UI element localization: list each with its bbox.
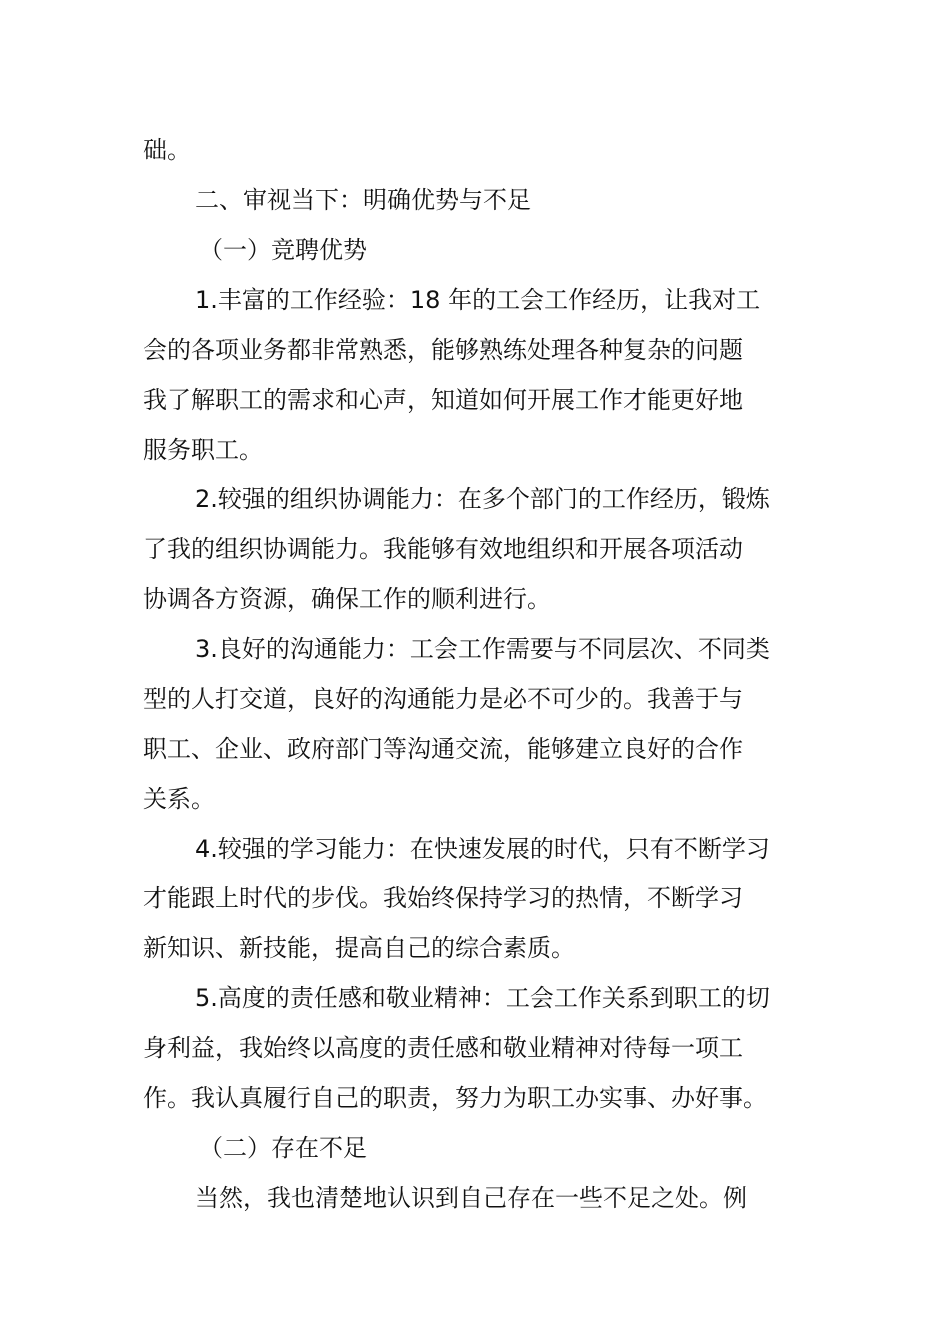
text-line: 身利益，我始终以高度的责任感和敬业精神对待每一项工 — [143, 1034, 743, 1062]
text-line: 型的人打交道，良好的沟通能力是必不可少的。我善于与 — [143, 685, 743, 713]
section-heading: 二、审视当下：明确优势与不足 — [195, 186, 531, 214]
text-line: 4.较强的学习能力：在快速发展的时代，只有不断学习 — [195, 835, 770, 863]
text-line: 了我的组织协调能力。我能够有效地组织和开展各项活动 — [143, 535, 743, 563]
text-line: 服务职工。 — [143, 436, 263, 464]
text-line: 才能跟上时代的步伐。我始终保持学习的热情，不断学习 — [143, 884, 743, 912]
text-line: 3.良好的沟通能力：工会工作需要与不同层次、不同类 — [195, 635, 770, 663]
text-line: 职工、企业、政府部门等沟通交流，能够建立良好的合作 — [143, 735, 743, 763]
subsection-heading: （一）竞聘优势 — [199, 236, 367, 264]
text-line: 会的各项业务都非常熟悉，能够熟练处理各种复杂的问题 — [143, 336, 743, 364]
text-line: 5.高度的责任感和敬业精神：工会工作关系到职工的切 — [195, 984, 770, 1012]
text-line: 新知识、新技能，提高自己的综合素质。 — [143, 934, 575, 962]
text-line: 础。 — [143, 136, 191, 164]
text-line: 作。我认真履行自己的职责，努力为职工办实事、办好事。 — [143, 1084, 767, 1112]
text-line: 关系。 — [143, 785, 215, 813]
subsection-heading: （二）存在不足 — [199, 1134, 367, 1162]
text-line: 1.丰富的工作经验：18 年的工会工作经历，让我对工 — [195, 286, 761, 314]
text-line: 2.较强的组织协调能力：在多个部门的工作经历，锻炼 — [195, 485, 770, 513]
text-line: 协调各方资源，确保工作的顺利进行。 — [143, 585, 551, 613]
text-line: 我了解职工的需求和心声，知道如何开展工作才能更好地 — [143, 386, 743, 414]
text-line: 当然，我也清楚地认识到自己存在一些不足之处。例 — [195, 1184, 747, 1212]
